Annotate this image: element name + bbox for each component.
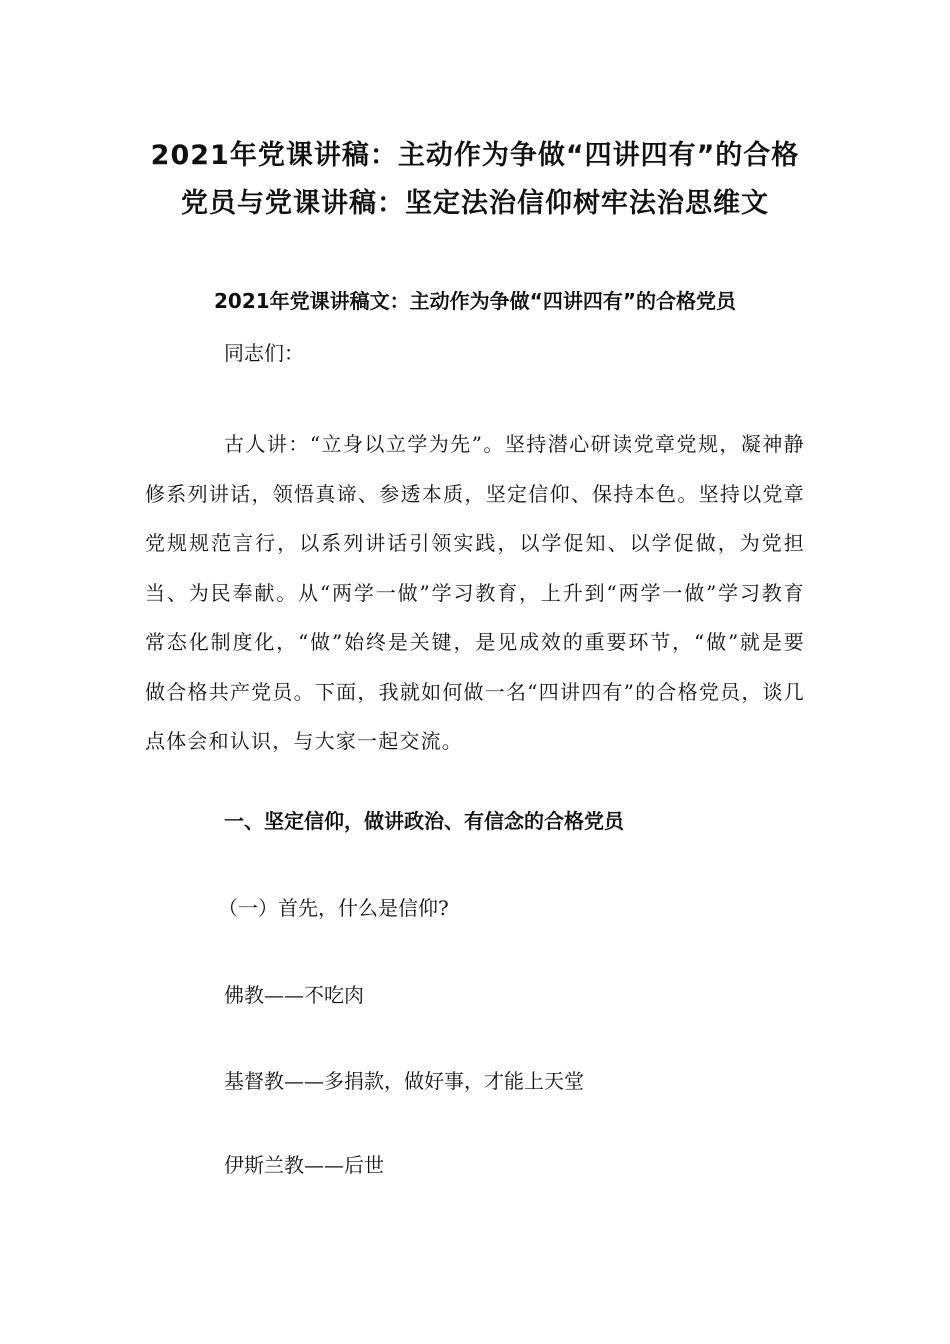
document-title: 2021年党课讲稿：主动作为争做“四讲四有”的合格党员与党课讲稿：坚定法治信仰树牢法治思维文 xyxy=(150,140,800,219)
list-item: 佛教——不吃肉 xyxy=(224,983,364,1007)
greeting-line: 同志们： xyxy=(224,341,304,365)
body-paragraph: 古人讲：“立身以立学为先”。坚持潜心研读党章党规，凝神静修系列讲话，领悟真谛、参透本质，坚定信仰、保持本色。坚持以党章党规规范言行，以系列讲话引领实践，以学促知、以学促做，为党担当、为民奉献。从“两学一做”学习教育，上升到“两学一做”学习教育常态化制度化，“做”始终是关键，是见成效的重要环节，“做”就是要做合格共产党员。下面，我就如何做一名“四讲四有”的合格党员，谈几点体会和认识，与大家一起交流。 xyxy=(145,432,805,753)
sub-heading: （一）首先，什么是信仰? xyxy=(218,896,449,920)
document-subtitle: 2021年党课讲稿文：主动作为争做“四讲四有”的合格党员 xyxy=(214,289,736,313)
list-item: 基督教——多捐款，做好事，才能上天堂 xyxy=(224,1069,584,1093)
section-heading: 一、坚定信仰，做讲政治、有信念的合格党员 xyxy=(224,809,624,833)
list-item: 伊斯兰教——后世 xyxy=(224,1153,384,1177)
